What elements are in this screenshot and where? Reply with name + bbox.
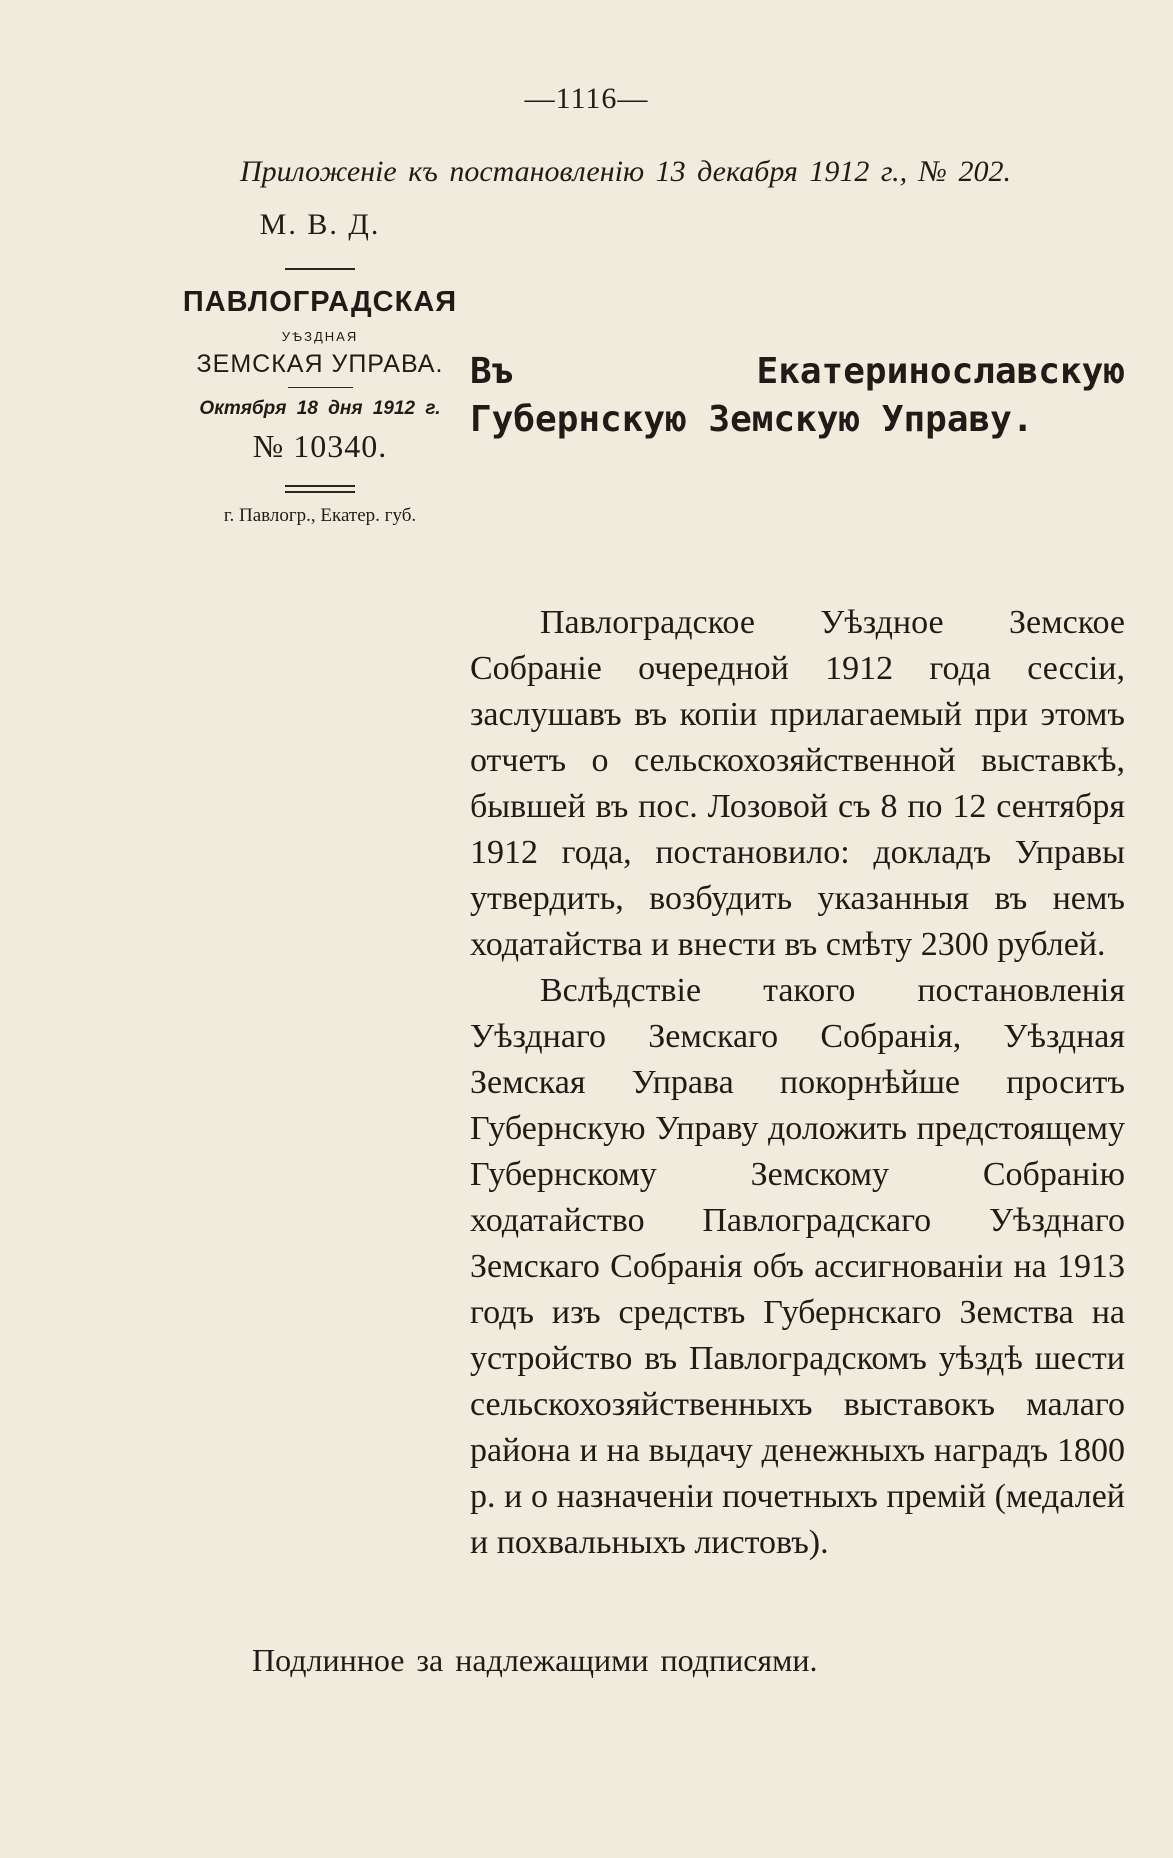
signature-line: Подлинное за надлежащими подписями.	[252, 1642, 818, 1678]
letter-date: Октября 18 дня 1912 г.	[199, 398, 441, 419]
uezd-label: УѢЗДНАЯ	[281, 329, 359, 344]
addressee-heading: Въ Екатеринославскую Губернскую Земскую Управу.	[470, 351, 1125, 440]
divider	[285, 268, 355, 270]
ministry-label: М. В. Д.	[259, 208, 381, 241]
origin-place: г. Павлогр., Екатер. губ.	[223, 505, 417, 526]
appendix-line: Приложеніе къ постановленію 13 декабря 1912 г., № 202.	[240, 155, 1011, 188]
body-paragraph: Вслѣдствіе такого постановленія Уѣзднаго Земскаго Собранія, Уѣздная Земская Управа покорнѣйше проситъ Губернскую Управу доложить предстоящему Губернскому Земскому Собранію ходатайство Павлоградскаго Уѣзднаго Земскаго Собранія объ ассигнованіи на 1913 годъ изъ средствъ Губернскаго Земства на устройство въ Павлоградскомъ уѣздѣ шести сельскохозяйственныхъ выставокъ малаго района и на выдачу денежныхъ наградъ 1800 р. и о назначеніи почетныхъ премій (медалей и похвальныхъ листовъ).	[470, 972, 1125, 1561]
letterhead-sidebar	[180, 200, 460, 527]
authority-name: ПАВЛОГРАДСКАЯ	[182, 286, 458, 318]
zemstvo-label: ЗЕМСКАЯ УПРАВА.	[196, 350, 444, 378]
divider	[288, 387, 353, 388]
letter-number: № 10340.	[252, 428, 388, 464]
body-paragraph: Павлоградское Уѣздное Земское Собраніе очередной 1912 года сессіи, заслушавъ въ копіи прилагаемый при этомъ отчетъ о сельскохозяйственной выставкѣ, бывшей въ пос. Лозовой съ 8 по 12 сентября 1912 года, постановило: докладъ Управы утвердить, возбудить указанныя въ немъ ходатайства и внести въ смѣту 2300 рублей.	[470, 604, 1125, 963]
double-divider	[285, 485, 355, 493]
page-number: —1116—	[524, 82, 649, 115]
letter-body	[470, 600, 1125, 1566]
